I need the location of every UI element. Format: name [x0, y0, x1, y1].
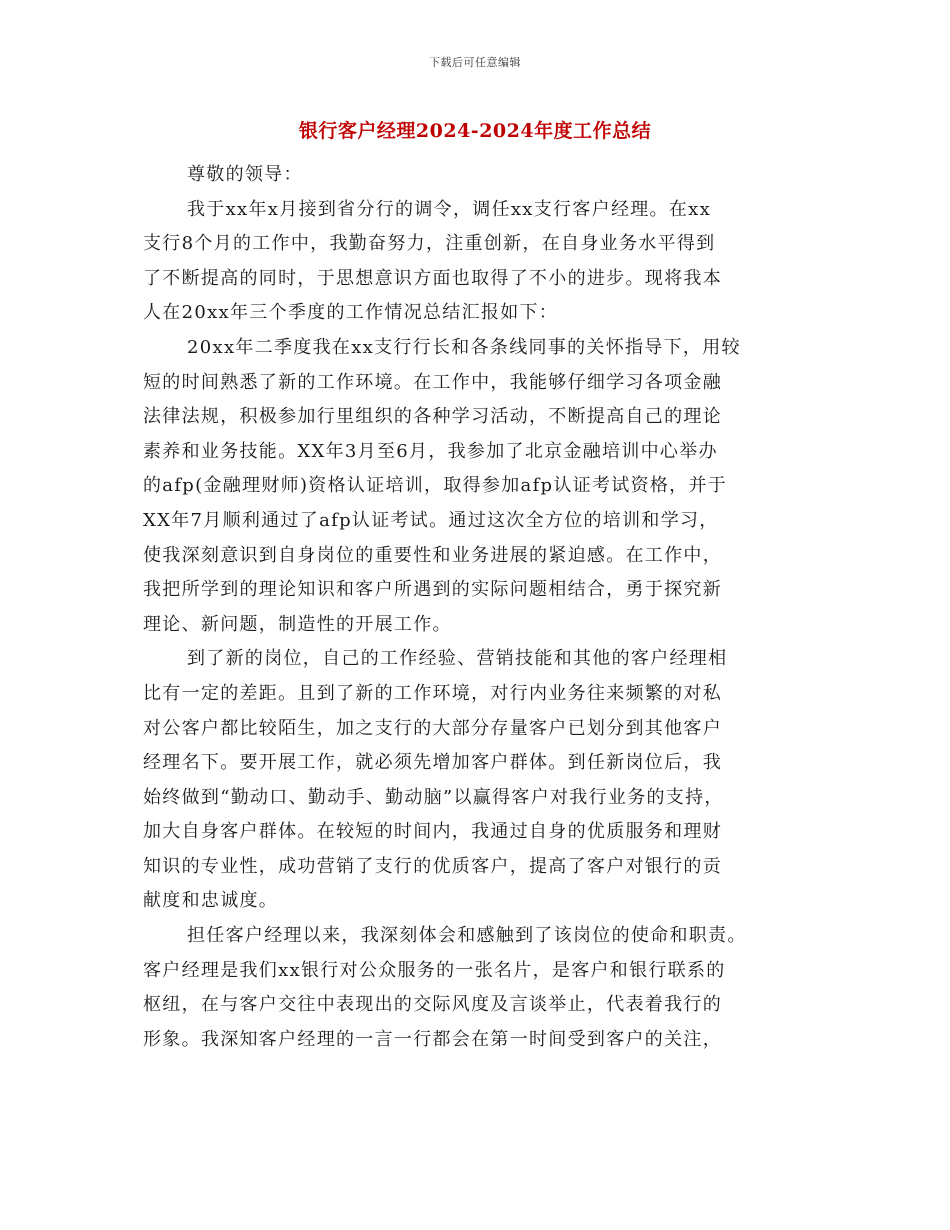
paragraph-line: 了不断提高的同时，于思想意识方面也取得了不小的进步。现将我本 — [143, 267, 722, 289]
paragraph-line: 枢纽，在与客户交往中表现出的交际风度及言谈举止，代表着我行的 — [143, 994, 722, 1016]
paragraph-line: 比有一定的差距。且到了新的工作环境，对行内业务往来频繁的对私 — [143, 682, 722, 704]
salutation: 尊敬的领导： — [187, 164, 303, 185]
paragraph-line: 始终做到“勤动口、勤动手、勤动脑”以赢得客户对我行业务的支持， — [143, 786, 724, 808]
paragraph-line: XX年7月顺利通过了afp认证考试。通过这次全方位的培训和学习， — [143, 509, 719, 531]
paragraph-line: 献度和忠诚度。 — [143, 890, 279, 912]
paragraph-line: 对公客户都比较陌生，加之支行的大部分存量客户已划分到其他客户 — [143, 717, 722, 739]
paragraph-line: 短的时间熟悉了新的工作环境。在工作中，我能够仔细学习各项金融 — [143, 371, 722, 393]
paragraph-line: 客户经理是我们xx银行对公众服务的一张名片，是客户和银行联系的 — [143, 959, 726, 981]
paragraph-line: 形象。我深知客户经理的一言一行都会在第一时间受到客户的关注， — [143, 1028, 722, 1050]
paragraph-line: 到了新的岗位，自己的工作经验、营销技能和其他的客户经理相 — [187, 648, 728, 670]
document-title: 银行客户经理2024-2024年度工作总结 — [298, 120, 652, 142]
paragraph-line: 20xx年二季度我在xx支行行长和各条线同事的关怀指导下，用较 — [187, 336, 741, 358]
paragraph-line: 人在20xx年三个季度的工作情况总结汇报如下： — [143, 302, 559, 324]
paragraph-line: 知识的专业性，成功营销了支行的优质客户，提高了客户对银行的贡 — [143, 855, 722, 877]
document-body — [143, 158, 813, 1057]
paragraph-line: 支行8个月的工作中，我勤奋努力，注重创新，在自身业务水平得到 — [143, 233, 716, 255]
paragraph-line: 素养和业务技能。XX年3月至6月，我参加了北京金融培训中心举办 — [143, 440, 718, 462]
paragraph-line: 理论、新问题，制造性的开展工作。 — [143, 613, 452, 635]
paragraph-line: 加大自身客户群体。在较短的时间内，我通过自身的优质服务和理财 — [143, 821, 722, 843]
paragraph-line: 担任客户经理以来，我深刻体会和感触到了该岗位的使命和职责。 — [187, 925, 747, 947]
page-header-note: 下载后可任意编辑 — [429, 56, 521, 69]
paragraph-line: 的afp(金融理财师)资格认证培训，取得参加afp认证考试资格，并于 — [143, 475, 728, 497]
paragraph-line: 经理名下。要开展工作，就必须先增加客户群体。到任新岗位后，我 — [143, 752, 722, 774]
paragraph-line: 法律法规，积极参加行里组织的各种学习活动，不断提高自己的理论 — [143, 406, 722, 428]
paragraph-line: 使我深刻意识到自身岗位的重要性和业务进展的紧迫感。在工作中， — [143, 544, 722, 566]
paragraph-line: 我于xx年x月接到省分行的调令，调任xx支行客户经理。在xx — [187, 198, 712, 220]
paragraph-line: 我把所学到的理论知识和客户所遇到的实际问题相结合，勇于探究新 — [143, 579, 722, 601]
